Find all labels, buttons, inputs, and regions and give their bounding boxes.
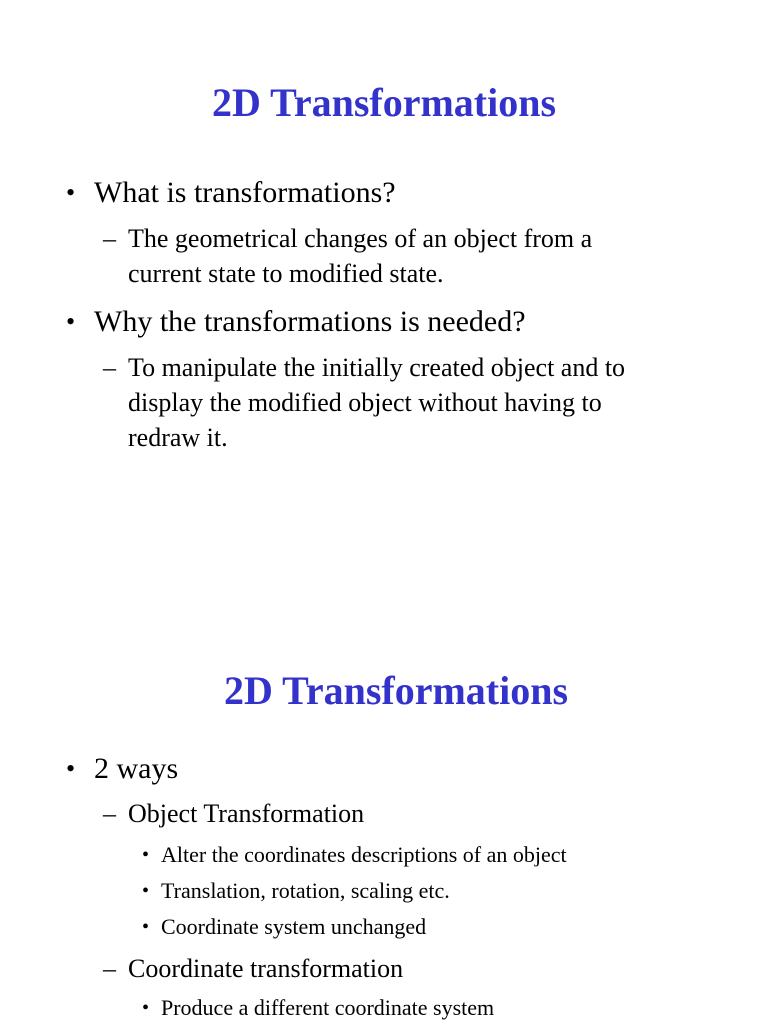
bullet-text: 2 ways [94,752,179,785]
slide-title: 2D Transformations [211,80,557,125]
sub-bullet-text: Coordinate transformation [128,954,404,983]
bullet-text: Why the transformations is needed? [94,305,526,338]
sub-bullet-line: The geometrical changes of an object from a [128,224,593,253]
sub-sub-bullet-text: Alter the coordinates descriptions of an object [161,842,567,867]
bullet-text: What is transformations? [94,176,396,209]
dash-marker: – [103,954,116,983]
bullet-marker: • [66,178,76,207]
bullet-marker: • [142,844,150,866]
slide-2 [0,580,768,1024]
sub-bullet-line: To manipulate the initially created object and to [128,353,626,382]
slide-title: 2D Transformations [223,668,569,713]
sub-bullet-line: current state to modified state. [128,259,444,288]
dash-marker: – [103,799,116,828]
dash-marker: – [103,353,116,382]
dash-marker: – [103,224,116,253]
bullet-marker: • [142,880,150,902]
bullet-marker: • [66,754,76,783]
sub-bullet-line: redraw it. [128,423,228,452]
bullet-marker: • [142,997,150,1019]
sub-bullet-text: Object Transformation [128,799,365,828]
bullet-marker: • [66,307,76,336]
bullet-marker: • [142,916,150,938]
sub-sub-bullet-text: Coordinate system unchanged [161,914,427,939]
sub-sub-bullet-text: Produce a different coordinate system [161,995,495,1020]
sub-bullet-line: display the modified object without having to [128,388,602,417]
sub-sub-bullet-text: Translation, rotation, scaling etc. [161,878,450,903]
